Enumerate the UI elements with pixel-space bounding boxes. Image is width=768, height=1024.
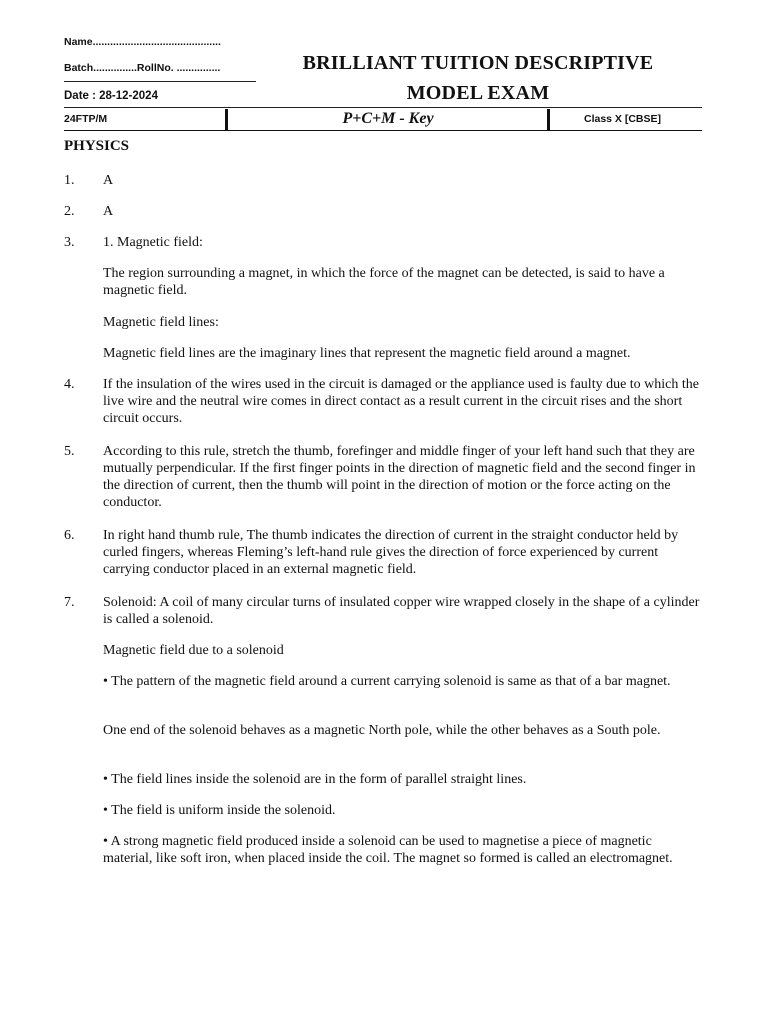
header-divider-short [64,81,256,82]
exam-date: Date : 28-12-2024 [64,90,158,102]
exam-title-line2: MODEL EXAM [406,82,550,104]
answer-text: A [103,173,114,188]
exam-title-line1: BRILLIANT TUITION DESCRIPTIVE [302,52,654,74]
answer-number: 1. [64,173,75,188]
answer-paragraph: Magnetic field lines are the imaginary lines that represent the magnetic field around a magnet. [103,346,631,361]
answer-text: A [103,204,114,219]
answer-paragraph: One end of the solenoid behaves as a magnetic North pole, while the other behaves as a South pole. [103,723,661,738]
answer-number: 3. [64,235,75,250]
answer-subheading: 1. Magnetic field: [103,235,203,250]
answer-subheading: Magnetic field due to a solenoid [103,643,284,658]
paper-code: 24FTP/M [64,113,108,125]
header-rule-bottom [64,130,702,131]
answer-paragraph: In right hand thumb rule, The thumb indicates the direction of current in the straight conductor held by curled fingers, whereas Fleming’s left-hand rule gives the direction of force experienced by current carrying conductor placed in an external magnetic field. [103,528,679,577]
answer-number: 7. [64,595,75,610]
answer-subheading: Magnetic field lines: [103,315,219,330]
class-label: Class X [CBSE] [584,113,662,125]
answer-number: 5. [64,444,75,459]
answer-paragraph: If the insulation of the wires used in the circuit is damaged or the appliance used is faulty due to which the live wire and the neutral wire comes in direct contact as a result current in the circuit rises and the short circuit occurs. [103,377,699,426]
header-separator-right [547,109,550,131]
batch-rollno-field: Batch...............RollNo. ............... [64,62,221,74]
answer-paragraph: The region surrounding a magnet, in which the force of the magnet can be detected, is said to have a magnetic field. [103,266,665,298]
answer-bullet: • A strong magnetic field produced inside a solenoid can be used to magnetise a piece of magnetic material, like soft iron, when placed inside the coil. The magnet so formed is called an electromagnet. [103,834,673,866]
subject-key-title: P+C+M - Key [342,110,434,127]
answer-paragraph: Solenoid: A coil of many circular turns of insulated copper wire wrapped closely in the shape of a cylinder is called a solenoid. [103,595,700,627]
answer-bullet: • The field lines inside the solenoid are in the form of parallel straight lines. [103,772,527,787]
section-heading: PHYSICS [64,138,130,154]
answer-number: 6. [64,528,75,543]
name-field: Name............................................ [64,36,221,48]
header-rule-top [64,107,702,108]
answer-number: 4. [64,377,75,392]
answer-bullet: • The field is uniform inside the solenoid. [103,803,336,818]
answer-bullet: • The pattern of the magnetic field around a current carrying solenoid is same as that of a bar magnet. [103,674,671,689]
answer-paragraph: According to this rule, stretch the thumb, forefinger and middle finger of your left hand such that they are mutually perpendicular. If the first finger points in the direction of magnetic field and the second finger in the direction of current, then the thumb will point in the direction of motion or the force acting on the conductor. [103,444,696,510]
answer-number: 2. [64,204,75,219]
